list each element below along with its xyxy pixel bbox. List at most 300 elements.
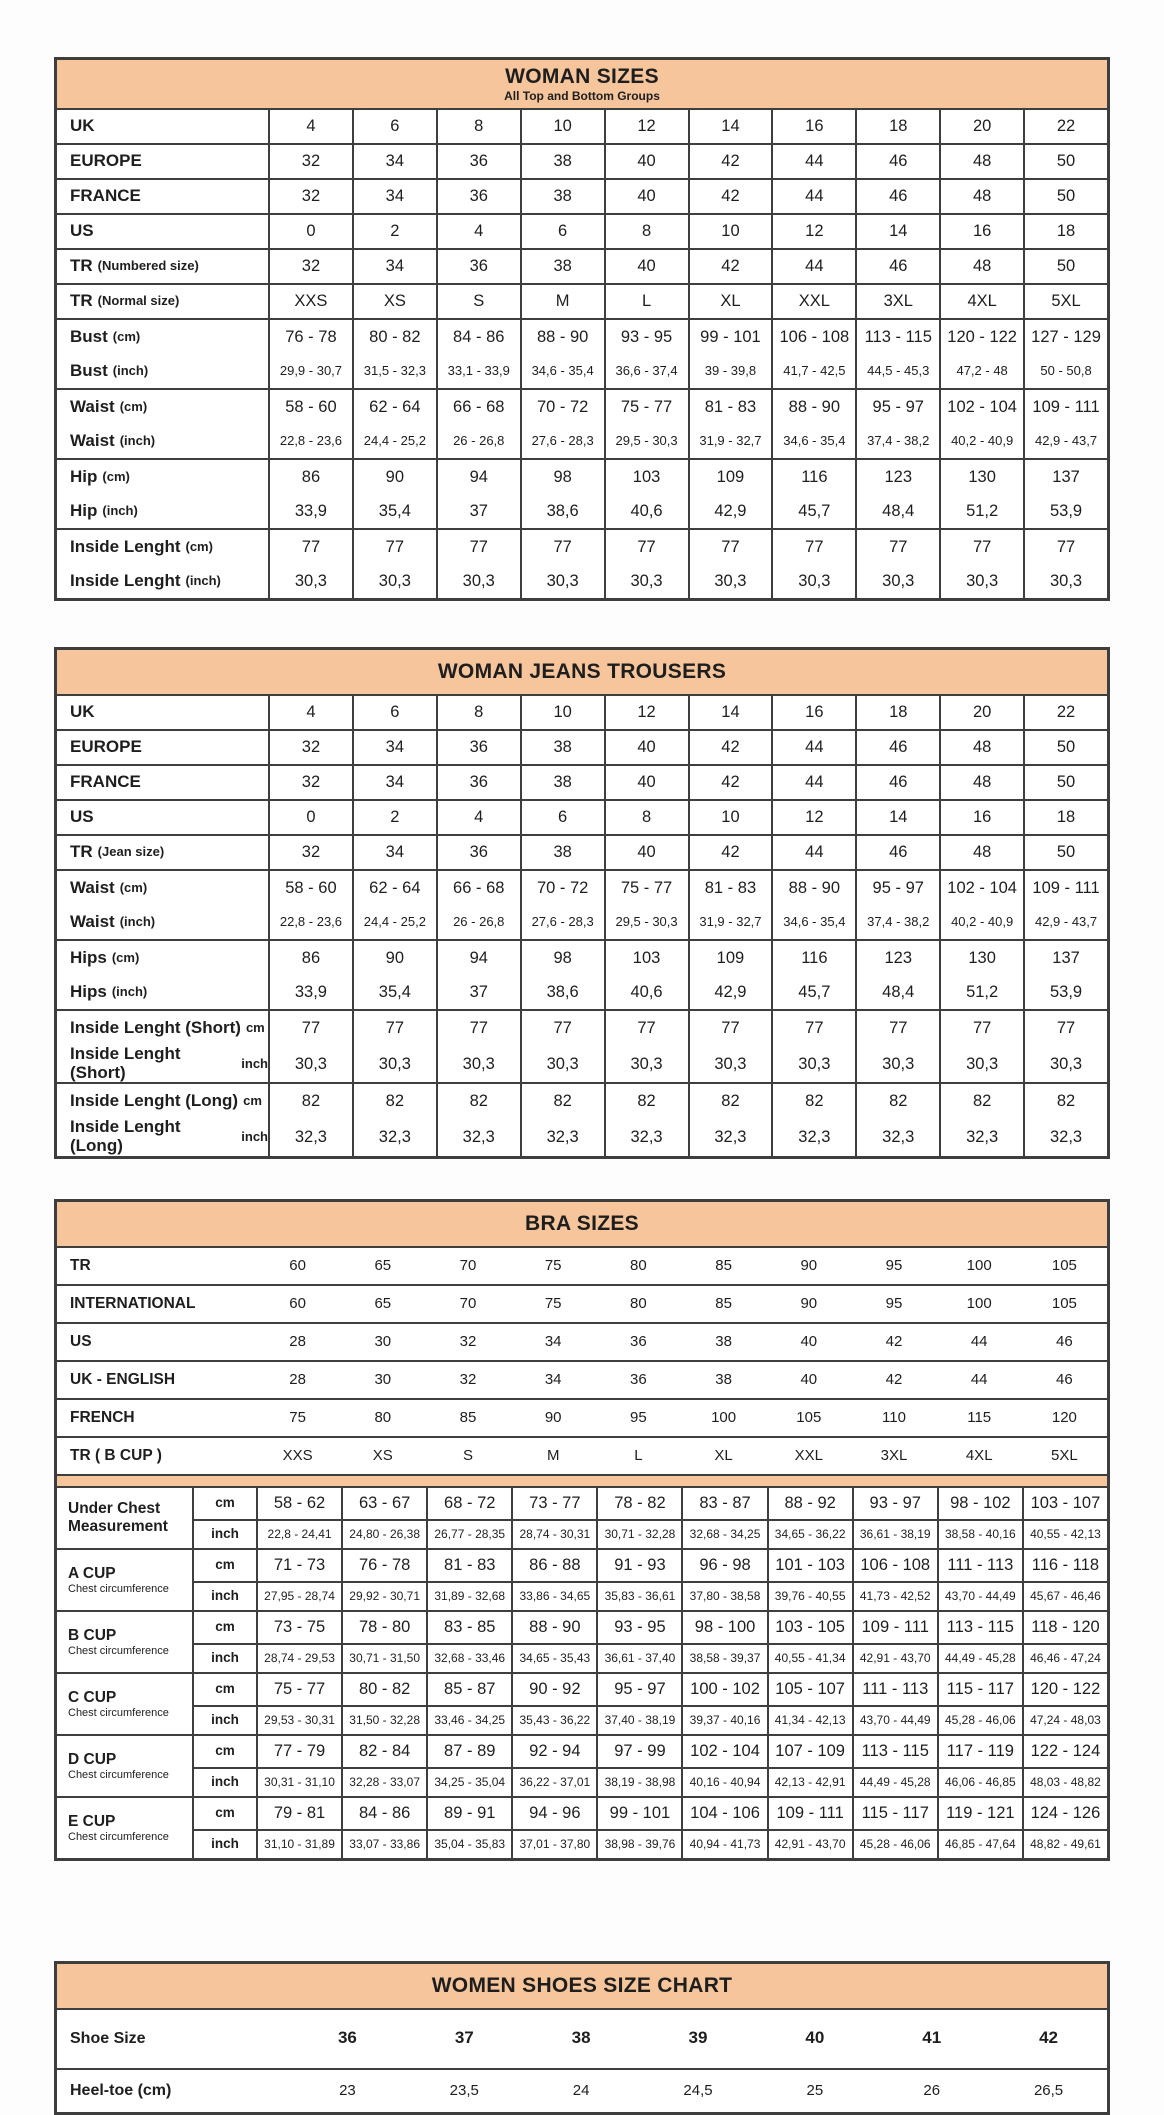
unit-label-cm: cm bbox=[192, 1550, 256, 1581]
size-value: 48 bbox=[939, 731, 1023, 764]
row-label bbox=[57, 1011, 268, 1045]
cup-inch-value: 44,49 - 45,28 bbox=[852, 1767, 937, 1796]
size-value: 34 bbox=[352, 180, 436, 213]
size-value: 53,9 bbox=[1023, 975, 1107, 1009]
size-value: 106 - 108 bbox=[771, 320, 855, 354]
size-value: 34 bbox=[352, 766, 436, 799]
table-section bbox=[57, 458, 1107, 528]
size-value: 77 bbox=[352, 1011, 436, 1045]
size-value: 99 - 101 bbox=[688, 320, 772, 354]
size-value: 77 bbox=[268, 1011, 352, 1045]
cup-cm-value: 86 - 88 bbox=[511, 1550, 596, 1581]
cup-section bbox=[57, 1548, 1107, 1610]
bra-size-value: 105 bbox=[796, 1408, 822, 1426]
size-value: 53,9 bbox=[1023, 494, 1107, 528]
size-value: 30,3 bbox=[771, 564, 855, 598]
cup-inch-value: 24,80 - 26,38 bbox=[341, 1519, 426, 1548]
size-value: 82 bbox=[771, 1084, 855, 1118]
cup-cm-value: 109 - 111 bbox=[767, 1798, 852, 1829]
size-value: 86 bbox=[268, 941, 352, 975]
size-value: 77 bbox=[520, 1011, 604, 1045]
table-section bbox=[57, 764, 1107, 799]
cup-cm-value: 82 - 84 bbox=[341, 1736, 426, 1767]
size-value: 6 bbox=[352, 696, 436, 729]
bra-size-value: 100 bbox=[966, 1256, 992, 1274]
size-value: 48 bbox=[939, 145, 1023, 178]
size-value: 35,4 bbox=[352, 494, 436, 528]
row-label-main: Hip bbox=[70, 466, 98, 486]
row-label-unit: (cm) bbox=[111, 949, 140, 965]
row-label-main: Shoe Size bbox=[70, 2029, 146, 2047]
unit-label-inch: inch bbox=[192, 1581, 256, 1610]
cup-cm-value: 100 - 102 bbox=[681, 1674, 766, 1705]
cup-inch-value: 22,8 - 24,41 bbox=[256, 1519, 341, 1548]
size-value: 80 - 82 bbox=[352, 320, 436, 354]
bra-size-value: 80 bbox=[630, 1256, 647, 1274]
size-value: 82 bbox=[855, 1084, 939, 1118]
size-value: 22,8 - 23,6 bbox=[268, 905, 352, 939]
unit-label-inch: inch bbox=[192, 1767, 256, 1796]
row-label-main: UK bbox=[70, 116, 95, 136]
cup-cm-value: 85 - 87 bbox=[426, 1674, 511, 1705]
size-value: 12 bbox=[771, 215, 855, 248]
cup-inch-value: 42,13 - 42,91 bbox=[767, 1767, 852, 1796]
size-value: 77 bbox=[520, 530, 604, 564]
cup-cm-value: 94 - 96 bbox=[511, 1798, 596, 1829]
size-value: 32 bbox=[268, 731, 352, 764]
cup-inch-value: 39,37 - 40,16 bbox=[681, 1705, 766, 1734]
cup-cm-value: 109 - 111 bbox=[852, 1612, 937, 1643]
unit-label-inch: inch bbox=[192, 1705, 256, 1734]
size-value: 40 bbox=[604, 836, 688, 869]
table-section bbox=[57, 869, 1107, 939]
shoes-body bbox=[57, 2010, 1107, 2112]
size-value: 32 bbox=[268, 145, 352, 178]
size-value: 30,3 bbox=[436, 1045, 520, 1082]
size-value: 42,9 - 43,7 bbox=[1023, 424, 1107, 458]
row-label bbox=[57, 1118, 268, 1155]
size-value: 77 bbox=[604, 530, 688, 564]
size-value: M bbox=[520, 285, 604, 318]
cup-inch-value: 38,98 - 39,76 bbox=[596, 1829, 681, 1858]
size-value: 50 bbox=[1023, 766, 1107, 799]
cup-cm-value: 120 - 122 bbox=[1022, 1674, 1107, 1705]
size-value: 38 bbox=[520, 180, 604, 213]
size-value: 82 bbox=[352, 1084, 436, 1118]
size-value: 37 bbox=[436, 494, 520, 528]
bra-size-value: 90 bbox=[544, 1408, 562, 1426]
size-value: 30,3 bbox=[939, 1045, 1023, 1082]
cup-label bbox=[57, 1736, 192, 1796]
table-row bbox=[57, 530, 1107, 564]
cup-label bbox=[57, 1550, 192, 1610]
cup-inch-value: 48,82 - 49,61 bbox=[1022, 1829, 1107, 1858]
accent-divider bbox=[57, 1474, 1107, 1486]
cup-inch-value: 34,65 - 36,22 bbox=[767, 1519, 852, 1548]
cup-inch-value: 46,06 - 46,85 bbox=[937, 1767, 1022, 1796]
cup-cm-value: 95 - 97 bbox=[596, 1674, 681, 1705]
cup-cm-value: 83 - 87 bbox=[681, 1488, 766, 1519]
size-value: 50 bbox=[1023, 145, 1107, 178]
cup-cm-value: 87 - 89 bbox=[426, 1736, 511, 1767]
size-value: 0 bbox=[268, 801, 352, 834]
size-value: 77 bbox=[1023, 1011, 1107, 1045]
bra-size-value: 46 bbox=[1056, 1370, 1073, 1388]
cup-inch-value: 28,74 - 30,31 bbox=[511, 1519, 596, 1548]
bra-size-value: 85 bbox=[459, 1408, 477, 1426]
table-row bbox=[57, 564, 1107, 598]
size-value: 30,3 bbox=[688, 564, 772, 598]
shoe-size-value: 42 bbox=[1039, 2028, 1059, 2048]
row-label bbox=[57, 1324, 255, 1360]
size-value: 58 - 60 bbox=[268, 871, 352, 905]
size-value: 42 bbox=[688, 145, 772, 178]
table-row bbox=[57, 871, 1107, 905]
row-label bbox=[57, 320, 268, 354]
table-row bbox=[57, 110, 1107, 143]
size-value: 82 bbox=[939, 1084, 1023, 1118]
bra-size-value: 44 bbox=[970, 1370, 988, 1388]
row-label bbox=[57, 871, 268, 905]
table-row bbox=[57, 145, 1107, 178]
row-label-main: Heel-toe (cm) bbox=[70, 2081, 172, 2099]
bra-size-value: XXS bbox=[282, 1446, 313, 1464]
size-value: XS bbox=[352, 285, 436, 318]
bra-size-value: 46 bbox=[1056, 1332, 1073, 1350]
size-value: 4 bbox=[268, 110, 352, 143]
table-row bbox=[57, 975, 1107, 1009]
size-value: 77 bbox=[268, 530, 352, 564]
bra-size-value: 100 bbox=[966, 1294, 992, 1312]
size-value: 37 bbox=[436, 975, 520, 1009]
cup-label bbox=[57, 1674, 192, 1734]
bra-size-value: XS bbox=[372, 1446, 393, 1464]
size-value: 42 bbox=[688, 836, 772, 869]
size-value: 82 bbox=[688, 1084, 772, 1118]
size-value: 103 bbox=[604, 460, 688, 494]
size-value: 40 bbox=[604, 766, 688, 799]
bra-size-value: 38 bbox=[715, 1332, 732, 1350]
cup-inch-value: 32,68 - 34,25 bbox=[681, 1519, 766, 1548]
row-label bbox=[57, 250, 268, 283]
cup-cm-value: 122 - 124 bbox=[1022, 1736, 1107, 1767]
size-value: 98 bbox=[520, 941, 604, 975]
size-value: 10 bbox=[520, 110, 604, 143]
cup-cm-value: 78 - 80 bbox=[341, 1612, 426, 1643]
bra-conversion-row bbox=[57, 1436, 1107, 1474]
cup-cm-value: 76 - 78 bbox=[341, 1550, 426, 1581]
table-section bbox=[57, 528, 1107, 598]
table-row bbox=[57, 354, 1107, 388]
size-value: 12 bbox=[604, 696, 688, 729]
size-value: 30,3 bbox=[352, 564, 436, 598]
size-value: 51,2 bbox=[939, 494, 1023, 528]
row-label bbox=[57, 354, 268, 388]
row-label bbox=[57, 180, 268, 213]
row-label bbox=[57, 2070, 289, 2112]
cup-inch-value: 33,46 - 34,25 bbox=[426, 1705, 511, 1734]
cup-cm-value: 103 - 105 bbox=[767, 1612, 852, 1643]
row-label bbox=[57, 1362, 255, 1398]
row-label-main: Waist bbox=[70, 877, 115, 897]
size-value: 58 - 60 bbox=[268, 390, 352, 424]
size-value: 38,6 bbox=[520, 975, 604, 1009]
row-label-main: Inside Lenght bbox=[70, 536, 181, 556]
bra-size-value: 80 bbox=[630, 1294, 647, 1312]
bra-size-value: 120 bbox=[1051, 1408, 1077, 1426]
size-value: 40,2 - 40,9 bbox=[939, 424, 1023, 458]
cup-inch-value: 32,28 - 33,07 bbox=[341, 1767, 426, 1796]
row-label bbox=[57, 1045, 268, 1082]
size-value: 75 - 77 bbox=[604, 871, 688, 905]
bra-size-value: 42 bbox=[885, 1332, 903, 1350]
cup-inch-value: 40,55 - 42,13 bbox=[1022, 1519, 1107, 1548]
woman-sizes-title: WOMAN SIZES bbox=[505, 64, 659, 88]
bra-size-value: 3XL bbox=[880, 1446, 908, 1464]
table-section bbox=[57, 110, 1107, 143]
size-value: 98 bbox=[520, 460, 604, 494]
table-row bbox=[57, 215, 1107, 248]
table-row bbox=[57, 285, 1107, 318]
cup-inch-value: 38,58 - 40,16 bbox=[937, 1519, 1022, 1548]
row-label-main: Bust bbox=[70, 360, 108, 380]
size-value: 36 bbox=[436, 836, 520, 869]
row-label bbox=[57, 2010, 289, 2068]
size-value: 116 bbox=[771, 941, 855, 975]
bra-size-value: 38 bbox=[715, 1370, 732, 1388]
size-value: 12 bbox=[604, 110, 688, 143]
cup-inch-value: 28,74 - 29,53 bbox=[256, 1643, 341, 1672]
size-value: 46 bbox=[855, 766, 939, 799]
cup-inch-value: 30,71 - 32,28 bbox=[596, 1519, 681, 1548]
bra-size-value: XXL bbox=[794, 1446, 823, 1464]
size-value: 86 bbox=[268, 460, 352, 494]
cup-cm-value: 113 - 115 bbox=[852, 1736, 937, 1767]
size-value: 33,9 bbox=[268, 975, 352, 1009]
size-value: 40,6 bbox=[604, 975, 688, 1009]
size-value: 18 bbox=[855, 110, 939, 143]
size-value: 6 bbox=[520, 801, 604, 834]
table-section bbox=[57, 939, 1107, 1009]
cup-cm-value: 84 - 86 bbox=[341, 1798, 426, 1829]
heel-toe-value: 26 bbox=[923, 2081, 941, 2099]
size-value: 77 bbox=[688, 530, 772, 564]
size-value: 36 bbox=[436, 145, 520, 178]
size-value: 45,7 bbox=[771, 494, 855, 528]
bra-size-value: 105 bbox=[1051, 1294, 1077, 1312]
row-label-main: Hip bbox=[70, 500, 98, 520]
shoes-title: WOMEN SHOES SIZE CHART bbox=[431, 1973, 733, 1997]
cup-label-main: C CUP bbox=[68, 1688, 117, 1706]
bra-size-value: 110 bbox=[882, 1408, 906, 1426]
cup-inch-value: 34,65 - 35,43 bbox=[511, 1643, 596, 1672]
size-value: 30,3 bbox=[1023, 1045, 1107, 1082]
shoes-row bbox=[57, 2068, 1107, 2112]
bra-size-value: 115 bbox=[967, 1408, 992, 1426]
size-value: 16 bbox=[939, 801, 1023, 834]
size-value: 2 bbox=[352, 801, 436, 834]
bra-size-value: 75 bbox=[289, 1408, 306, 1426]
size-value: 20 bbox=[939, 110, 1023, 143]
size-value: 32,3 bbox=[688, 1118, 772, 1155]
cup-cm-value: 107 - 109 bbox=[767, 1736, 852, 1767]
cup-cm-value: 116 - 118 bbox=[1022, 1550, 1107, 1581]
size-value: 90 bbox=[352, 460, 436, 494]
table-section bbox=[57, 1009, 1107, 1082]
size-value: 32 bbox=[268, 836, 352, 869]
bra-size-value: 40 bbox=[800, 1332, 818, 1350]
size-value: 34 bbox=[352, 836, 436, 869]
size-value: 82 bbox=[1023, 1084, 1107, 1118]
table-row bbox=[57, 1118, 1107, 1155]
table-row bbox=[57, 1045, 1107, 1082]
table-row bbox=[57, 1084, 1107, 1118]
row-label bbox=[57, 766, 268, 799]
shoes-header bbox=[57, 1964, 1107, 2010]
size-value: 8 bbox=[436, 110, 520, 143]
size-value: 5XL bbox=[1023, 285, 1107, 318]
row-label bbox=[57, 110, 268, 143]
size-value: 14 bbox=[855, 801, 939, 834]
size-value: 77 bbox=[855, 530, 939, 564]
size-value: 40 bbox=[604, 145, 688, 178]
table-row bbox=[57, 696, 1107, 729]
cup-inch-value: 40,55 - 41,34 bbox=[767, 1643, 852, 1672]
cup-inch-value: 34,25 - 35,04 bbox=[426, 1767, 511, 1796]
bra-size-value: 34 bbox=[544, 1332, 562, 1350]
cup-inch-value: 41,34 - 42,13 bbox=[767, 1705, 852, 1734]
bra-size-value: 36 bbox=[630, 1332, 647, 1350]
size-value: 32,3 bbox=[520, 1118, 604, 1155]
row-label-unit: (cm) bbox=[119, 398, 148, 414]
cup-inch-value: 44,49 - 45,28 bbox=[937, 1643, 1022, 1672]
unit-label-cm: cm bbox=[192, 1674, 256, 1705]
cup-inch-value: 37,01 - 37,80 bbox=[511, 1829, 596, 1858]
size-value: 44 bbox=[771, 731, 855, 764]
bra-size-value: 40 bbox=[800, 1370, 818, 1388]
bra-size-value: 95 bbox=[885, 1294, 903, 1312]
bra-size-value: 34 bbox=[544, 1370, 562, 1388]
table-row bbox=[57, 460, 1107, 494]
cup-inch-value: 31,89 - 32,68 bbox=[426, 1581, 511, 1610]
bra-conversion-row bbox=[57, 1284, 1107, 1322]
row-label-unit: cm bbox=[243, 1093, 262, 1109]
cup-cm-value: 83 - 85 bbox=[426, 1612, 511, 1643]
cup-inch-value: 32,68 - 33,46 bbox=[426, 1643, 511, 1672]
size-value: 66 - 68 bbox=[436, 390, 520, 424]
size-value: 35,4 bbox=[352, 975, 436, 1009]
cup-cm-value: 115 - 117 bbox=[937, 1674, 1022, 1705]
row-label-main: Waist bbox=[70, 911, 115, 931]
size-value: 50 bbox=[1023, 180, 1107, 213]
size-value: 20 bbox=[939, 696, 1023, 729]
row-label-main: Inside Lenght bbox=[70, 570, 181, 590]
cup-cm-value: 90 - 92 bbox=[511, 1674, 596, 1705]
cup-cm-value: 81 - 83 bbox=[426, 1550, 511, 1581]
row-label-main: UK bbox=[70, 702, 95, 722]
size-value: 94 bbox=[436, 941, 520, 975]
cup-label-sub: Chest circumference bbox=[68, 1830, 169, 1843]
bra-size-value: 85 bbox=[715, 1294, 732, 1312]
size-value: 4 bbox=[436, 215, 520, 248]
bra-size-value: S bbox=[462, 1446, 473, 1464]
cup-cm-value: 68 - 72 bbox=[426, 1488, 511, 1519]
table-row bbox=[57, 905, 1107, 939]
size-value: 123 bbox=[855, 460, 939, 494]
size-value: 29,9 - 30,7 bbox=[268, 354, 352, 388]
size-value: 30,3 bbox=[604, 564, 688, 598]
table-row bbox=[57, 801, 1107, 834]
shoe-size-value: 41 bbox=[922, 2028, 942, 2048]
row-label-main: US bbox=[70, 1333, 92, 1351]
size-value: 77 bbox=[688, 1011, 772, 1045]
cup-cm-value: 88 - 92 bbox=[767, 1488, 852, 1519]
table-section bbox=[57, 283, 1107, 318]
size-value: 44 bbox=[771, 836, 855, 869]
bra-cup-grid bbox=[57, 1486, 1107, 1858]
cup-cm-value: 92 - 94 bbox=[511, 1736, 596, 1767]
size-value: 32,3 bbox=[855, 1118, 939, 1155]
row-label-unit: (Normal size) bbox=[97, 293, 180, 309]
size-value: 30,3 bbox=[604, 1045, 688, 1082]
size-value: 93 - 95 bbox=[604, 320, 688, 354]
row-label-main: TR bbox=[70, 256, 93, 276]
cup-cm-value: 58 - 62 bbox=[256, 1488, 341, 1519]
size-value: 42 bbox=[688, 180, 772, 213]
size-value: 30,3 bbox=[1023, 564, 1107, 598]
size-value: 31,9 - 32,7 bbox=[688, 424, 772, 458]
cup-inch-value: 46,46 - 47,24 bbox=[1022, 1643, 1107, 1672]
cup-label-sub: Chest circumference bbox=[68, 1768, 169, 1781]
table-section bbox=[57, 799, 1107, 834]
size-value: 42 bbox=[688, 766, 772, 799]
row-label bbox=[57, 905, 268, 939]
cup-inch-value: 31,50 - 32,28 bbox=[341, 1705, 426, 1734]
size-value: 130 bbox=[939, 941, 1023, 975]
bra-size-value: 70 bbox=[459, 1294, 477, 1312]
size-value: 18 bbox=[1023, 801, 1107, 834]
shoe-size-value: 36 bbox=[337, 2028, 357, 2048]
cup-section bbox=[57, 1610, 1107, 1672]
unit-label-inch: inch bbox=[192, 1643, 256, 1672]
row-label-main: Hips bbox=[70, 947, 107, 967]
size-value: 66 - 68 bbox=[436, 871, 520, 905]
bra-sizes-header bbox=[57, 1202, 1107, 1248]
woman-jeans-title: WOMAN JEANS TROUSERS bbox=[437, 659, 727, 683]
size-value: 30,3 bbox=[855, 564, 939, 598]
size-value: 38 bbox=[520, 145, 604, 178]
size-value: 102 - 104 bbox=[939, 871, 1023, 905]
cup-inch-value: 45,28 - 46,06 bbox=[937, 1705, 1022, 1734]
size-value: 32,3 bbox=[939, 1118, 1023, 1155]
row-label-unit: (cm) bbox=[102, 468, 130, 484]
cup-inch-value: 43,70 - 44,49 bbox=[937, 1581, 1022, 1610]
table-section bbox=[57, 213, 1107, 248]
size-value: 77 bbox=[939, 1011, 1023, 1045]
size-value: 22,8 - 23,6 bbox=[268, 424, 352, 458]
size-value: 32 bbox=[268, 766, 352, 799]
row-label-unit: (inch) bbox=[111, 983, 148, 999]
size-chart-sheet bbox=[0, 57, 1164, 2105]
cup-cm-value: 73 - 75 bbox=[256, 1612, 341, 1643]
row-label-main: Inside Lenght (Long) bbox=[70, 1091, 239, 1111]
cup-label-sub: Chest circumference bbox=[68, 1706, 169, 1719]
woman-jeans-header bbox=[57, 650, 1107, 696]
bra-size-value: 70 bbox=[459, 1256, 477, 1274]
cup-inch-value: 46,85 - 47,64 bbox=[937, 1829, 1022, 1858]
cup-inch-value: 48,03 - 48,82 bbox=[1022, 1767, 1107, 1796]
cup-inch-value: 31,10 - 31,89 bbox=[256, 1829, 341, 1858]
